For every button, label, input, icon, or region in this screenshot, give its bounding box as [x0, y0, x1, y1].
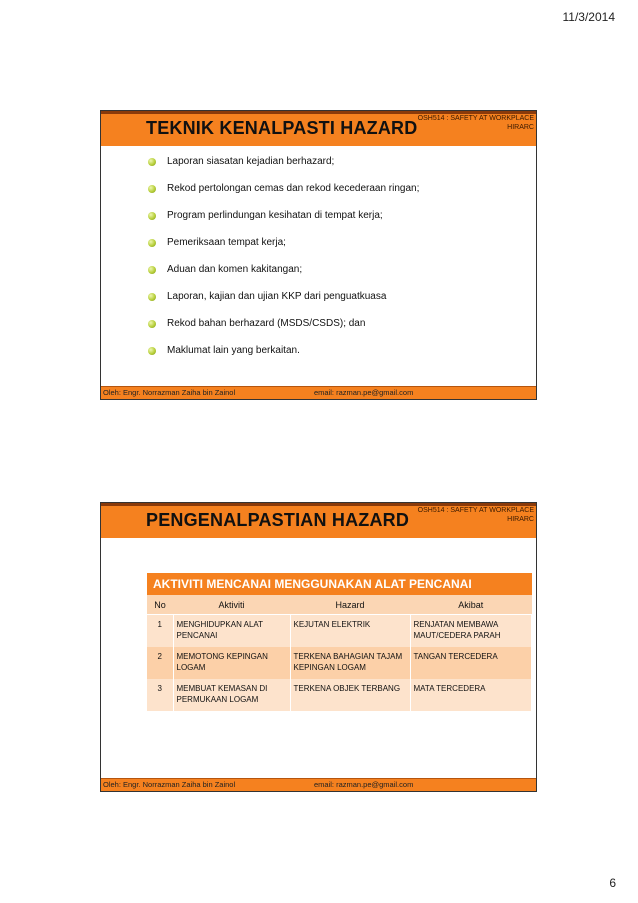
bullet-icon — [148, 212, 156, 220]
bullet-icon — [148, 158, 156, 166]
cell-hazard: KEJUTAN ELEKTRIK — [290, 615, 410, 647]
column-header-hazard: Hazard — [290, 595, 410, 615]
cell-no: 3 — [147, 679, 173, 711]
course-label — [418, 506, 534, 524]
bullet-icon — [148, 293, 156, 301]
column-header-no: No — [147, 595, 173, 615]
bullet-icon — [148, 347, 156, 355]
footer-email: email: razman.pe@gmail.com — [314, 388, 414, 397]
slide-footer — [101, 778, 536, 791]
hazard-table-grid — [147, 595, 532, 711]
footer-email: email: razman.pe@gmail.com — [314, 780, 414, 789]
bullet-text: Aduan dan komen kakitangan; — [167, 264, 303, 275]
slide-pengenalpastian-hazard — [100, 502, 537, 792]
bullet-text: Laporan siasatan kejadian berhazard; — [167, 156, 335, 167]
bullet-text: Rekod bahan berhazard (MSDS/CSDS); dan — [167, 318, 366, 329]
table-row — [147, 615, 532, 647]
table-row — [147, 647, 532, 679]
course-topic: HIRARC — [507, 516, 534, 523]
slide-footer — [101, 386, 536, 399]
cell-hazard: TERKENA BAHAGIAN TAJAM KEPINGAN LOGAM — [290, 647, 410, 679]
footer-author: Oleh: Engr. Norrazman Zaiha bin Zainol — [103, 780, 236, 789]
slide-title: TEKNIK KENALPASTI HAZARD — [146, 118, 418, 138]
bullet-list — [147, 155, 419, 371]
bullet-icon — [148, 239, 156, 247]
print-date: 11/3/2014 — [562, 10, 615, 24]
bullet-text: Program perlindungan kesihatan di tempat kerja; — [167, 210, 383, 221]
bullet-item — [147, 317, 419, 344]
course-label — [418, 114, 534, 132]
cell-aktiviti: MENGHIDUPKAN ALAT PENCANAI — [173, 615, 290, 647]
bullet-icon — [148, 185, 156, 193]
bullet-text: Rekod pertolongan cemas dan rekod kecederaan ringan; — [167, 183, 420, 194]
cell-aktiviti: MEMOTONG KEPINGAN LOGAM — [173, 647, 290, 679]
course-topic: HIRARC — [507, 124, 534, 131]
table-row — [147, 679, 532, 711]
bullet-item — [147, 290, 419, 317]
slide-teknik-kenalpasti-hazard — [100, 110, 537, 400]
bullet-icon — [148, 320, 156, 328]
cell-hazard: TERKENA OBJEK TERBANG — [290, 679, 410, 711]
cell-akibat: MATA TERCEDERA — [410, 679, 532, 711]
cell-akibat: TANGAN TERCEDERA — [410, 647, 532, 679]
slide-title: PENGENALPASTIAN HAZARD — [146, 510, 410, 530]
bullet-text: Laporan, kajian dan ujian KKP dari penguatkuasa — [167, 291, 387, 302]
bullet-item — [147, 182, 419, 209]
course-code: OSH514 : SAFETY AT WORKPLACE — [417, 115, 534, 122]
bullet-item — [147, 236, 419, 263]
bullet-icon — [148, 266, 156, 274]
page-number: 6 — [609, 876, 616, 890]
footer-author: Oleh: Engr. Norrazman Zaiha bin Zainol — [103, 388, 236, 397]
bullet-item — [147, 155, 419, 182]
cell-akibat: RENJATAN MEMBAWA MAUT/CEDERA PARAH — [410, 615, 532, 647]
course-code: OSH514 : SAFETY AT WORKPLACE — [417, 507, 534, 514]
bullet-text: Maklumat lain yang berkaitan. — [167, 345, 300, 356]
bullet-item — [147, 263, 419, 290]
bullet-item — [147, 209, 419, 236]
column-header-akibat: Akibat — [410, 595, 532, 615]
table-title: AKTIVITI MENCANAI MENGGUNAKAN ALAT PENCANAI — [147, 573, 532, 595]
bullet-text: Pemeriksaan tempat kerja; — [167, 237, 286, 248]
bullet-item — [147, 344, 419, 371]
cell-no: 1 — [147, 615, 173, 647]
cell-no: 2 — [147, 647, 173, 679]
column-header-aktiviti: Aktiviti — [173, 595, 290, 615]
table-header-row — [147, 595, 532, 615]
cell-aktiviti: MEMBUAT KEMASAN DI PERMUKAAN LOGAM — [173, 679, 290, 711]
hazard-table — [147, 573, 532, 711]
